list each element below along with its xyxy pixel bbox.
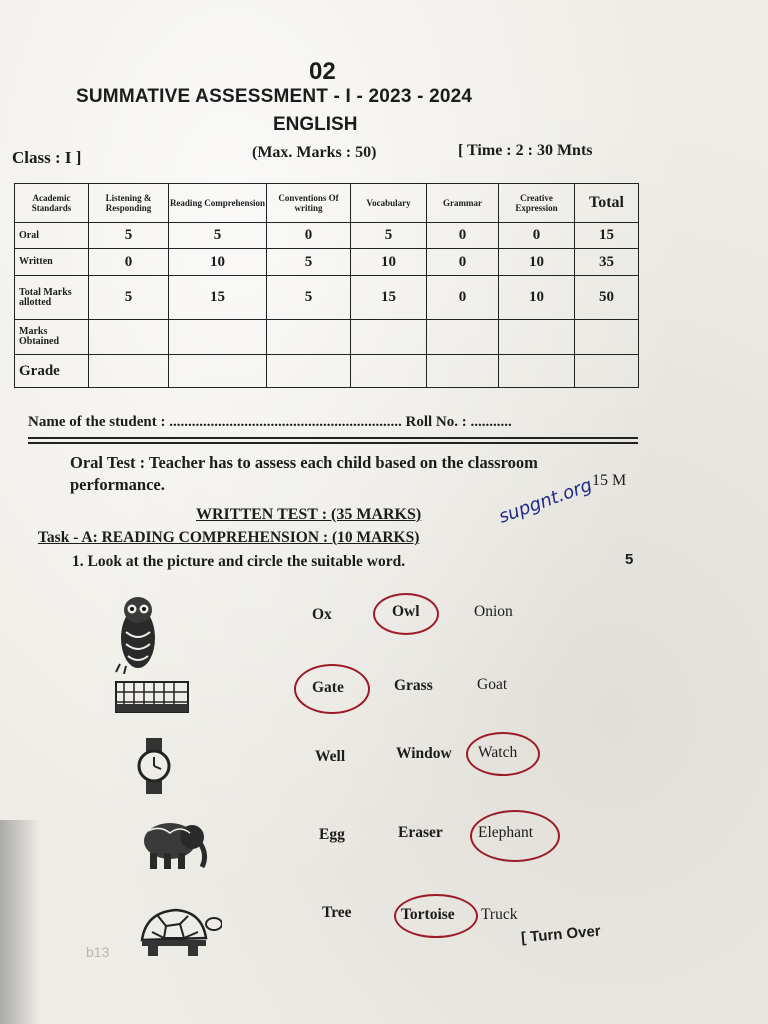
- watermark: supgnt.org: [496, 474, 595, 528]
- table-cell: 0: [267, 223, 351, 249]
- table-cell: 10: [351, 249, 427, 276]
- table-cell[interactable]: [267, 320, 351, 355]
- student-info-line: [28, 414, 512, 431]
- table-cell: 0: [427, 276, 499, 320]
- table-cell: 15: [575, 223, 639, 249]
- table-cell: 15: [169, 276, 267, 320]
- table-cell: 0: [427, 223, 499, 249]
- table-cell[interactable]: [89, 355, 169, 388]
- table-cell: 5: [89, 223, 169, 249]
- option-word[interactable]: Tortoise: [401, 906, 455, 923]
- paper-code: 02: [309, 58, 336, 85]
- table-cell: 5: [89, 276, 169, 320]
- page-shadow: [0, 820, 40, 1024]
- table-cell[interactable]: [351, 320, 427, 355]
- column-header: Total: [575, 184, 639, 223]
- option-word[interactable]: Grass: [394, 677, 433, 694]
- table-row: [15, 355, 639, 388]
- table-cell: 10: [169, 249, 267, 276]
- gate-icon: [114, 678, 190, 716]
- table-cell[interactable]: [169, 355, 267, 388]
- roll-number-field[interactable]: ...........: [470, 414, 512, 430]
- question-1-text: 1. Look at the picture and circle the suitable word.: [72, 553, 406, 570]
- option-word[interactable]: Elephant: [478, 824, 534, 841]
- oral-test-marks: 15 M: [592, 472, 627, 489]
- column-header: Reading Comprehension: [169, 184, 267, 223]
- turn-over-label: [ Turn Over: [520, 922, 602, 947]
- divider: [28, 437, 638, 439]
- option-word[interactable]: Gate: [312, 679, 344, 696]
- answer-circle: [373, 593, 439, 635]
- table-cell: 15: [351, 276, 427, 320]
- table-cell[interactable]: [427, 320, 499, 355]
- time-label: [ Time : 2 : 30 Mnts: [458, 142, 593, 159]
- option-word[interactable]: Owl: [392, 603, 420, 620]
- table-cell[interactable]: [351, 355, 427, 388]
- table-cell: 0: [499, 223, 575, 249]
- answer-circle: [394, 894, 478, 938]
- max-marks-label: (Max. Marks : 50): [252, 144, 377, 161]
- table-cell: 10: [499, 276, 575, 320]
- column-header: Vocabulary: [351, 184, 427, 223]
- elephant-icon: [140, 815, 212, 873]
- table-cell: 50: [575, 276, 639, 320]
- oral-test-instruction: Oral Test : Teacher has to assess each child based on the classroom performance.: [70, 453, 538, 494]
- tortoise-icon: [136, 904, 222, 958]
- class-label: Class : I ]: [12, 148, 82, 167]
- student-name-label: Name of the student :: [28, 414, 166, 430]
- option-word[interactable]: Watch: [478, 744, 518, 761]
- table-row: [15, 320, 639, 355]
- table-cell: 0: [89, 249, 169, 276]
- column-header: Grammar: [427, 184, 499, 223]
- column-header: Creative Expression: [499, 184, 575, 223]
- table-cell[interactable]: [89, 320, 169, 355]
- option-word[interactable]: Onion: [474, 603, 513, 620]
- table-cell: 35: [575, 249, 639, 276]
- table-cell[interactable]: [267, 355, 351, 388]
- answer-circle: [466, 732, 540, 776]
- table-cell[interactable]: [575, 355, 639, 388]
- table-cell[interactable]: [169, 320, 267, 355]
- table-cell: 5: [267, 249, 351, 276]
- subject-title: ENGLISH: [273, 114, 358, 135]
- table-row: [15, 249, 639, 276]
- option-word[interactable]: Egg: [319, 826, 345, 843]
- column-header: Academic Standards: [15, 184, 89, 223]
- watch-icon: [134, 736, 174, 796]
- task-a-heading: Task - A: READING COMPREHENSION : (10 MARKS): [38, 529, 420, 546]
- roll-number-label: Roll No. :: [405, 414, 467, 430]
- column-header: Conventions Of writing: [267, 184, 351, 223]
- row-label: Marks Obtained: [15, 320, 89, 355]
- column-header: Listening & Responding: [89, 184, 169, 223]
- table-cell: 5: [267, 276, 351, 320]
- option-word[interactable]: Ox: [312, 606, 332, 623]
- footer-code: b13: [86, 944, 110, 960]
- question-1-marks: 5: [625, 551, 634, 568]
- table-header-row: [15, 184, 639, 223]
- row-label: Total Marks allotted: [15, 276, 89, 320]
- table-cell[interactable]: [427, 355, 499, 388]
- option-word[interactable]: Goat: [477, 676, 508, 693]
- table-row: [15, 276, 639, 320]
- table-cell[interactable]: [499, 355, 575, 388]
- page-title: SUMMATIVE ASSESSMENT - I - 2023 - 2024: [76, 86, 473, 107]
- owl-icon: [108, 592, 164, 674]
- divider: [28, 442, 638, 444]
- row-label: Oral: [15, 223, 89, 249]
- table-cell: 5: [351, 223, 427, 249]
- option-word[interactable]: Window: [396, 745, 452, 762]
- written-test-heading: WRITTEN TEST : (35 MARKS): [196, 506, 422, 523]
- row-label: Written: [15, 249, 89, 276]
- table-cell[interactable]: [575, 320, 639, 355]
- table-cell[interactable]: [499, 320, 575, 355]
- option-word[interactable]: Truck: [481, 906, 518, 923]
- table-cell: 0: [427, 249, 499, 276]
- table-row: [15, 223, 639, 249]
- marks-table: [14, 183, 639, 388]
- option-word[interactable]: Well: [315, 748, 346, 765]
- answer-circle: [294, 664, 370, 714]
- option-word[interactable]: Eraser: [398, 824, 443, 841]
- student-name-field[interactable]: ..............................................................: [169, 414, 402, 430]
- row-label: Grade: [15, 355, 89, 388]
- table-cell: 10: [499, 249, 575, 276]
- answer-circle: [470, 810, 560, 862]
- table-cell: 5: [169, 223, 267, 249]
- option-word[interactable]: Tree: [322, 904, 352, 921]
